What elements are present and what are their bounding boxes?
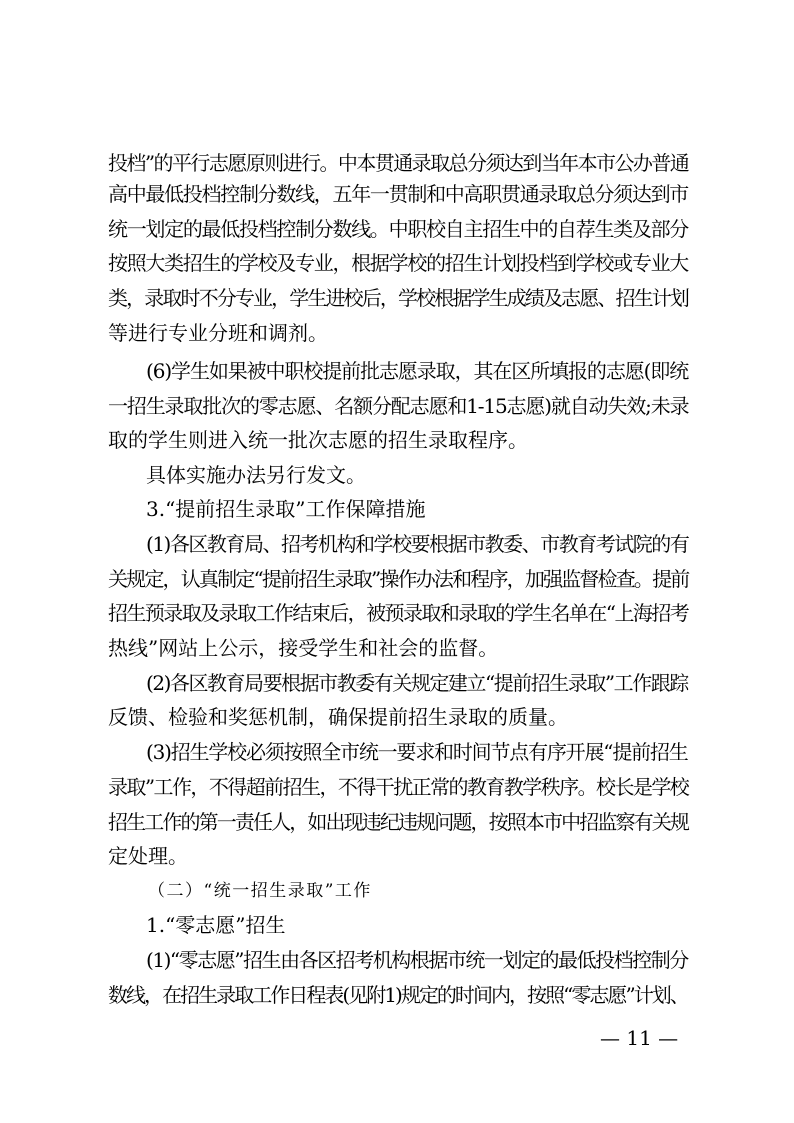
text-line: (2)各区教育局要根据市教委有关规定建立“提前招生录取”工作跟踪: [146, 671, 688, 695]
text-line: 定处理。: [108, 844, 188, 868]
text-line: 按照大类招生的学校及专业，根据学校的招生计划投档到学校或专业大: [108, 251, 688, 275]
text-line: 投档”的平行志愿原则进行。中本贯通录取总分须达到当年本市公办普通: [108, 151, 689, 175]
section-heading: 3.“提前招生录取”工作保障措施: [146, 497, 426, 521]
text-line: 具体实施办法另行发文。: [146, 463, 366, 487]
text-line: 招生工作的第一责任人，如出现违纪违规问题，按照本市中招监察有关规: [108, 810, 688, 834]
section-heading: （二）“统一招生录取”工作: [148, 881, 372, 901]
text-line: 等进行专业分班和调剂。: [108, 321, 328, 345]
text-line: 类，录取时不分专业，学生进校后，学校根据学生成绩及志愿、招生计划: [108, 286, 688, 310]
text-line: 反馈、检验和奖惩机制，确保提前招生录取的质量。: [108, 705, 568, 729]
text-line: (6)学生如果被中职校提前批志愿录取，其在区所填报的志愿(即统: [146, 359, 689, 383]
text-line: 关规定，认真制定“提前招生录取”操作办法和程序，加强监督检查。提前: [108, 567, 689, 591]
text-line: 热线”网站上公示，接受学生和社会的监督。: [108, 636, 499, 660]
text-line: (1)各区教育局、招考机构和学校要根据市教委、市教育考试院的有: [146, 532, 689, 556]
text-line: 招生预录取及录取工作结束后，被预录取和录取的学生名单在“上海招考: [108, 601, 689, 625]
page-number: — 11 —: [600, 1026, 679, 1050]
text-line: 取的学生则进入统一批次志愿的招生录取程序。: [108, 428, 528, 452]
text-line: 录取”工作，不得超前招生，不得干扰正常的教育教学秩序。校长是学校: [108, 775, 689, 799]
text-line: (1)“零志愿”招生由各区招考机构根据市统一划定的最低投档控制分: [146, 948, 688, 972]
subsection-heading: 1.“零志愿”招生: [146, 913, 286, 937]
text-line: (3)招生学校必须按照全市统一要求和时间节点有序开展“提前招生: [146, 740, 688, 764]
text-line: 数线，在招生录取工作日程表(见附1)规定的时间内，按照“零志愿”计划、: [108, 983, 688, 1007]
text-line: 一招生录取批次的零志愿、名额分配志愿和1-15志愿)就自动失效;未录: [108, 394, 689, 418]
text-line: 高中最低投档控制分数线，五年一贯制和中高职贯通录取总分须达到市: [108, 182, 688, 206]
text-line: 统一划定的最低投档控制分数线。中职校自主招生中的自荐生类及部分: [108, 217, 688, 241]
